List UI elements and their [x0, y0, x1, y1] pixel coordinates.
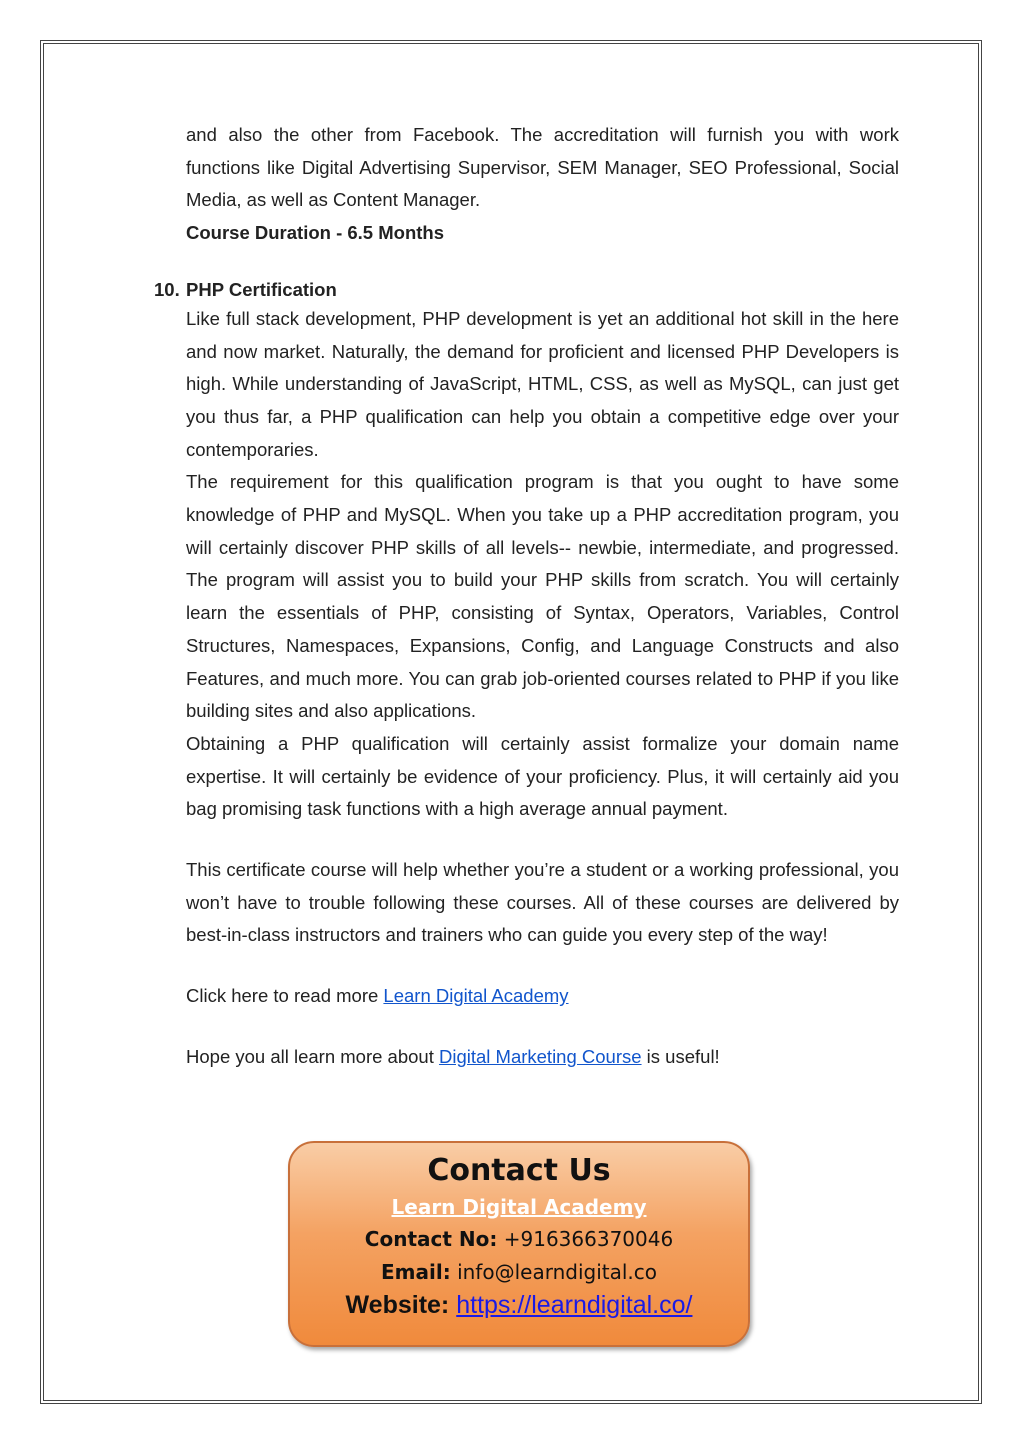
contact-title: Contact Us [427, 1153, 611, 1188]
course-duration: Course Duration - 6.5 Months [186, 222, 444, 244]
section-title: PHP Certification [186, 278, 337, 300]
contact-email [290, 1256, 748, 1289]
email-value: info@learndigital.co [450, 1260, 657, 1284]
php-paragraph-3: Obtaining a PHP qualification will certainly assist formalize your domain name expertise. It will certainly be evidence of your proficiency. Plus, it will certainly aid you bag promising task functions with a high average annual payment. [186, 732, 899, 820]
phone-value: +916366370046 [497, 1227, 674, 1251]
hope-line [186, 1041, 899, 1074]
hope-text-suffix: is useful! [641, 1045, 720, 1067]
hope-text-prefix: Hope you all learn more about [186, 1045, 439, 1067]
website-label: Website: [345, 1291, 450, 1319]
contact-website [290, 1289, 748, 1321]
contact-box [288, 1141, 750, 1347]
closing-paragraph: This certificate course will help whether you’re a student or a working professional, you won’t have to trouble following these courses. All of these courses are delivered by best-in-class instructors and trainers who can guide you every step of the way! [186, 859, 899, 946]
email-label: Email: [381, 1260, 451, 1284]
read-more-line [186, 980, 899, 1013]
contact-phone [290, 1223, 748, 1256]
document-body [154, 119, 899, 1074]
digital-marketing-course-link[interactable]: Digital Marketing Course [438, 1045, 642, 1067]
intro-paragraph: and also the other from Facebook. The accreditation will furnish you with work functions like Digital Advertising Supervisor, SEM Manager, SEO Professional, Social Media, as well as Content Manager. [186, 124, 899, 211]
section-heading-php [154, 277, 899, 303]
php-paragraph-1: Like full stack development, PHP development is yet an additional hot skill in the here and now market. Naturally, the demand for proficient and licensed PHP Developers is high. While understanding of JavaScript, HTML, CSS, as well as MySQL, can just get you thus far, a PHP qualification can help you obtain a competitive edge over your contemporaries. [186, 307, 899, 460]
section-number: 10. [154, 278, 180, 300]
read-more-text: Click here to read more [186, 985, 384, 1007]
learn-digital-academy-link[interactable]: Learn Digital Academy [383, 985, 569, 1007]
website-link[interactable]: https://learndigital.co/ [456, 1291, 693, 1319]
phone-label: Contact No: [364, 1227, 498, 1251]
contact-org-name[interactable]: Learn Digital Academy [391, 1195, 647, 1219]
php-paragraph-2: The requirement for this qualification program is that you ought to have some knowledge of PHP and MySQL. When you take up a PHP accreditation program, you will certainly discover PHP skills of all levels-- newbie, intermediate, and progressed. The program will assist you to build your PHP skills from scratch. You will certainly learn the essentials of PHP, consisting of Syntax, Operators, Variables, Control Structures, Namespaces, Expansions, Config, and Language Constructs and also Features, and much more. You can grab job-oriented courses related to PHP if you like building sites and also applications. [186, 471, 899, 722]
